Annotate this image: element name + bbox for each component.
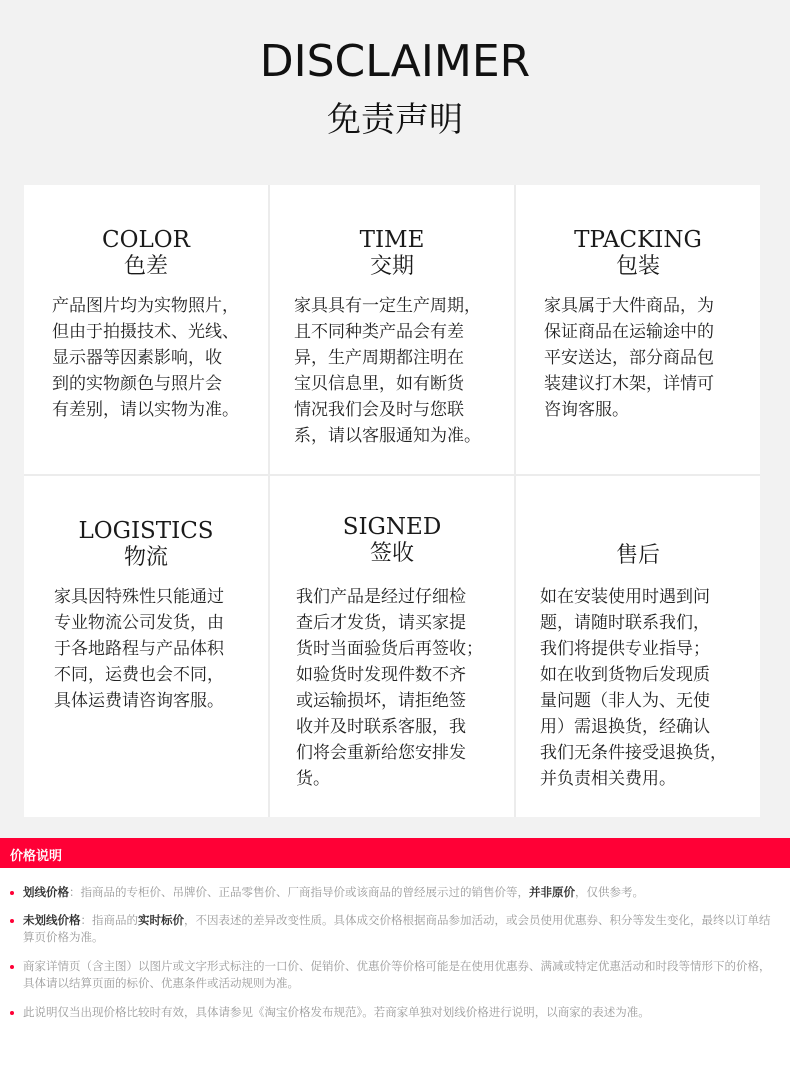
note-emphasis: 实时标价	[138, 913, 184, 927]
disclaimer-grid	[24, 185, 760, 817]
disclaimer-card-packing	[516, 185, 760, 474]
card-body: 家具具有一定生产周期， 且不同种类产品会有差 异，生产周期都注明在 宝贝信息里，如有断货 情况我们会及时与您联 系，请以客服通知为准。	[294, 296, 481, 446]
card-title-cn: 包装	[615, 254, 660, 279]
card-heading	[516, 227, 760, 281]
card-title-cn: 物流	[123, 545, 168, 570]
card-body: 家具属于大件商品，为 保证商品在运输途中的 平安送达，部分商品包 装建议打木架，详情可 咨询客服。	[544, 296, 714, 420]
note-text	[10, 884, 780, 901]
price-note	[10, 1004, 780, 1021]
disclaimer-card-logistics	[24, 476, 268, 817]
card-title-en: TPACKING	[574, 227, 702, 253]
price-explanation-bar	[0, 838, 790, 868]
note-label: 划线价格	[23, 885, 69, 899]
price-explanation-title: 价格说明	[10, 849, 63, 864]
note-body: ：指商品的	[80, 913, 138, 927]
card-title-cn: 色差	[123, 254, 168, 279]
note-label: 未划线价格	[23, 913, 81, 927]
disclaimer-card-aftersales	[516, 476, 760, 817]
card-heading	[24, 518, 268, 572]
card-title-en: COLOR	[102, 227, 190, 253]
bullet-dot	[10, 891, 14, 895]
note-body: ，不因表述的差异改变性质。具体成交价格根据商品参加活动，或会员使用优惠券、积分等发生变化，最终以订单结算页价格为准。	[23, 913, 771, 944]
bullet-dot	[10, 1011, 14, 1015]
note-body: ：指商品的专柜价、吊牌价、正品零售价、厂商指导价或该商品的曾经展示过的销售价等，	[69, 885, 529, 899]
price-note	[10, 958, 780, 992]
card-title-en: TIME	[359, 227, 425, 253]
note-text	[10, 912, 780, 946]
card-heading	[516, 542, 760, 570]
card-body: 如在安装使用时遇到问 题，请随时联系我们， 我们将提供专业指导； 如在收到货物后发现质 量问题（非人为、无使 用）需退换货，经确认 我们无条件接受退换货， 并负责相关费用。	[540, 587, 727, 789]
page-title-cn: 免责声明	[327, 100, 463, 140]
disclaimer-card-color	[24, 185, 268, 474]
disclaimer-card-signed	[270, 476, 514, 817]
note-text: 此说明仅当出现价格比较时有效，具体请参见《淘宝价格发布规范》。若商家单独对划线价格进行说明，以商家的表述为准。	[23, 1005, 650, 1019]
bullet-dot	[10, 965, 14, 969]
price-note	[10, 912, 780, 946]
card-title-en: SIGNED	[342, 514, 442, 540]
note-text: 商家详情页（含主图）以图片或文字形式标注的一口价、促销价、优惠价等价格可能是在使用优惠券、满减或特定优惠活动和时段等情形下的价格，具体请以结算页面的标价、优惠条件或活动规则为准。	[23, 959, 771, 990]
disclaimer-card-time	[270, 185, 514, 474]
note-body: ，仅供参考。	[575, 885, 644, 899]
card-body: 我们产品是经过仔细检 查后才发货，请买家提 货时当面验货后再签收； 如验货时发现件数不齐 或运输损坏，请拒绝签 收并及时联系客服，我 们将会重新给您安排发 货。	[296, 587, 483, 789]
card-heading	[24, 227, 268, 281]
bullet-dot	[10, 919, 14, 923]
card-title-en: LOGISTICS	[78, 518, 214, 544]
page-title-en: DISCLAIMER	[259, 36, 531, 87]
card-body: 产品图片均为实物照片， 但由于拍摄技术、光线、 显示器等因素影响，收 到的实物颜色与照片会 有差别，请以实物为准。	[52, 296, 239, 420]
card-body: 家具因特殊性只能通过 专业物流公司发货，由 于各地路程与产品体积 不同，运费也会不同， 具体运费请咨询客服。	[54, 587, 224, 711]
card-heading	[270, 227, 514, 281]
card-title-cn: 售后	[615, 543, 660, 568]
card-title-cn: 签收	[369, 541, 414, 566]
note-emphasis: 并非原价	[529, 885, 575, 899]
card-heading	[270, 514, 514, 568]
card-title-cn: 交期	[369, 254, 414, 279]
price-note	[10, 884, 780, 901]
